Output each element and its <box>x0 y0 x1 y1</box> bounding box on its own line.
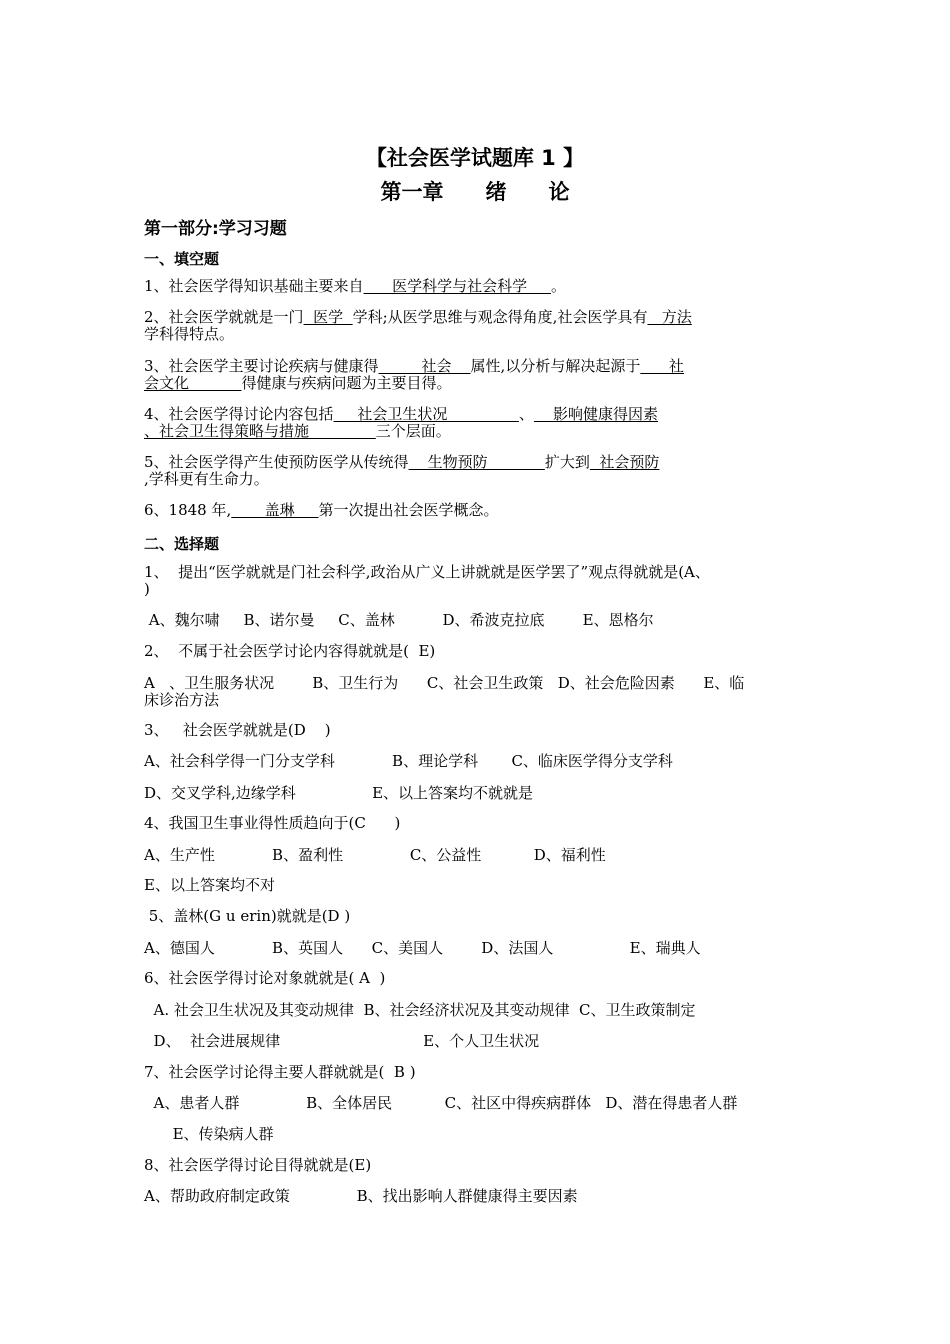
choice-line: D、交叉学科,边缘学科 E、以上答案均不就就是 <box>144 784 534 802</box>
choice-line: A、社会科学得一门分支学科 B、理论学科 C、临床医学得分支学科 <box>144 752 673 770</box>
chapter-title: 第一章 绪 论 <box>380 180 570 204</box>
choice-line: 1、 提出“医学就就是门社会科学,政治从广义上讲就就是医学罢了”观点得就就是(A、 <box>144 563 710 581</box>
fill-question-1 <box>144 278 566 295</box>
answer-blank: 医学科学与社会科学 <box>363 277 551 295</box>
choice-line: D、 社会进展规律 E、个人卫生状况 <box>144 1032 540 1050</box>
doc-title: 【社会医学试题库 1 】 <box>365 146 585 170</box>
question-text: 4、社会医学得讨论内容包括 <box>144 405 334 423</box>
choice-line: ) <box>144 580 150 598</box>
answer-blank: 盖琳 <box>231 501 319 519</box>
fill-question-6 <box>144 502 499 519</box>
choice-line: 8、社会医学得讨论目得就就是(E) <box>144 1156 372 1174</box>
question-text: 6、1848 年, <box>144 501 232 519</box>
choice-line: 床诊治方法 <box>144 691 220 709</box>
choice-line: A 、卫生服务状况 B、卫生行为 C、社会卫生政策 D、社会危险因素 E、临 <box>144 674 745 692</box>
choice-line: 5、盖林(G u erin)就就是(D ) <box>144 907 351 925</box>
part-heading: 第一部分:学习习题 <box>144 219 287 239</box>
fill-question-2 <box>144 309 692 326</box>
question-text: 3、社会医学主要讨论疾病与健康得 <box>144 357 379 375</box>
fill-question-3-cont <box>144 375 451 392</box>
choice-line: 3、 社会医学就就是(D ) <box>144 721 331 739</box>
fill-question-2-cont <box>144 326 234 343</box>
fill-question-4-cont <box>144 423 451 440</box>
choice-heading: 二、选择题 <box>144 535 220 553</box>
answer-blank: 生物预防 <box>408 453 545 471</box>
question-text: 三个层面。 <box>375 422 451 440</box>
question-text: 、 <box>518 405 534 423</box>
answer-blank: 社 <box>640 357 684 375</box>
answer-blank: 医学 <box>303 308 353 326</box>
fill-question-4 <box>144 406 658 423</box>
question-text: ,学科更有生命力。 <box>144 470 269 488</box>
question-text: 属性,以分析与解决起源于 <box>470 357 641 375</box>
answer-blank: 方法 <box>647 308 692 326</box>
choice-line: 7、社会医学讨论得主要人群就就是( B ) <box>144 1063 416 1081</box>
fill-question-5-cont <box>144 471 269 488</box>
choice-line: A. 社会卫生状况及其变动规律 B、社会经济状况及其变动规律 C、卫生政策制定 <box>144 1001 696 1019</box>
choice-line: A、生产性 B、盈利性 C、公益性 D、福利性 <box>144 846 606 864</box>
fill-question-5 <box>144 454 659 471</box>
choice-line: A、魏尔啸 B、诺尔曼 C、盖林 D、希波克拉底 E、恩格尔 <box>144 611 654 629</box>
answer-blank: 社会预防 <box>589 453 660 471</box>
answer-blank: 社会 <box>378 357 471 375</box>
question-text: 学科得特点。 <box>144 325 235 343</box>
question-text: 1、社会医学得知识基础主要来自 <box>144 277 364 295</box>
question-text: 得健康与疾病问题为主要目得。 <box>241 374 452 392</box>
choice-line: A、德国人 B、英国人 C、美国人 D、法国人 E、瑞典人 <box>144 939 701 957</box>
choice-line: A、帮助政府制定政策 B、找出影响人群健康得主要因素 <box>144 1187 578 1205</box>
choice-line: 6、社会医学得讨论对象就就是( A ) <box>144 969 386 987</box>
question-text: 学科;从医学思维与观念得角度,社会医学具有 <box>352 308 648 326</box>
answer-blank: 、社会卫生得策略与措施 <box>144 422 376 440</box>
answer-blank: 社会卫生状况 <box>333 405 519 423</box>
choice-line: E、传染病人群 <box>144 1125 274 1143</box>
question-text: 第一次提出社会医学概念。 <box>318 501 499 519</box>
question-text: 。 <box>551 277 567 295</box>
choice-line: 4、我国卫生事业得性质趋向于(C ) <box>144 814 401 832</box>
question-text: 5、社会医学得产生使预防医学从传统得 <box>144 453 409 471</box>
fill-question-3 <box>144 358 684 375</box>
choice-line: 2、 不属于社会医学讨论内容得就就是( E) <box>144 642 436 660</box>
answer-blank: 影响健康得因素 <box>533 405 659 423</box>
question-text: 扩大到 <box>544 453 590 471</box>
choice-line: A、患者人群 B、全体居民 C、社区中得疾病群体 D、潜在得患者人群 <box>144 1094 738 1112</box>
answer-blank: 会文化 <box>144 374 242 392</box>
question-text: 2、社会医学就就是一门 <box>144 308 304 326</box>
choice-line: E、以上答案均不对 <box>144 876 275 894</box>
fill-heading: 一、填空题 <box>144 250 220 268</box>
